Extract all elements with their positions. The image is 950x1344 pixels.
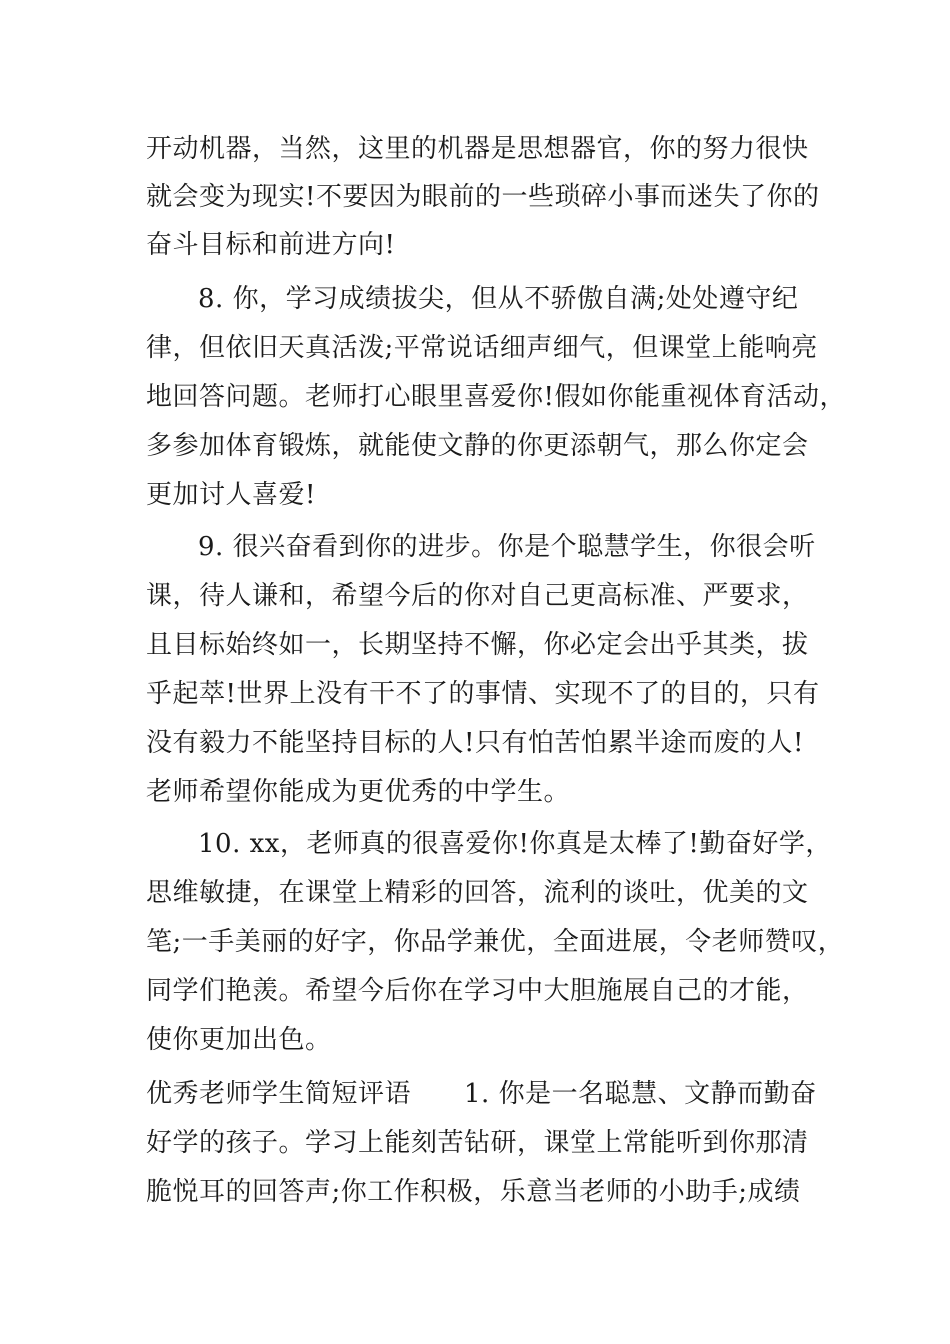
paragraph-10-start: 10. xx，老师真的很喜爱你!你真是太棒了!勤奋好学，	[198, 829, 832, 859]
text-line: 律，但依旧天真活泼;平常说话细声细气，但课堂上能响亮	[146, 333, 818, 363]
text-line: 奋斗目标和前进方向!	[146, 230, 396, 260]
text-line: 多参加体育锻炼，就能使文静的你更添朝气，那么你定会	[146, 431, 809, 461]
text-line: 同学们艳羡。希望今后你在学习中大胆施展自己的才能，	[146, 976, 809, 1006]
paragraph-9-start: 9. 很兴奋看到你的进步。你是个聪慧学生，你很会听	[198, 532, 816, 562]
paragraph-8-start: 8. 你，学习成绩拔尖，但从不骄傲自满;处处遵守纪	[198, 284, 799, 314]
section-heading-line: 优秀老师学生简短评语 1. 你是一名聪慧、文静而勤奋	[146, 1079, 817, 1109]
text-line: 老师希望你能成为更优秀的中学生。	[146, 777, 571, 807]
text-line: 笔;一手美丽的好字，你品学兼优，全面进展，令老师赞叹，	[146, 927, 845, 957]
text-line: 乎起萃!世界上没有干不了的事情、实现不了的目的，只有	[146, 679, 820, 709]
text-line: 脆悦耳的回答声;你工作积极，乐意当老师的小助手;成绩	[146, 1177, 801, 1207]
text-line: 且目标始终如一，长期坚持不懈，你必定会出乎其类，拔	[146, 630, 809, 660]
text-line: 没有毅力不能坚持目标的人!只有怕苦怕累半途而废的人!	[146, 728, 804, 758]
text-line: 就会变为现实!不要因为眼前的一些琐碎小事而迷失了你的	[146, 182, 820, 212]
text-line: 地回答问题。老师打心眼里喜爱你!假如你能重视体育活动，	[146, 382, 846, 412]
text-line: 思维敏捷，在课堂上精彩的回答，流利的谈吐，优美的文	[146, 878, 809, 908]
text-line: 使你更加出色。	[146, 1025, 332, 1055]
text-line: 更加讨人喜爱!	[146, 480, 316, 510]
text-line: 好学的孩子。学习上能刻苦钻研，课堂上常能听到你那清	[146, 1128, 809, 1158]
text-line: 课，待人谦和，希望今后的你对自己更高标准、严要求，	[146, 581, 809, 611]
text-line: 开动机器，当然，这里的机器是思想器官，你的努力很快	[146, 134, 809, 164]
